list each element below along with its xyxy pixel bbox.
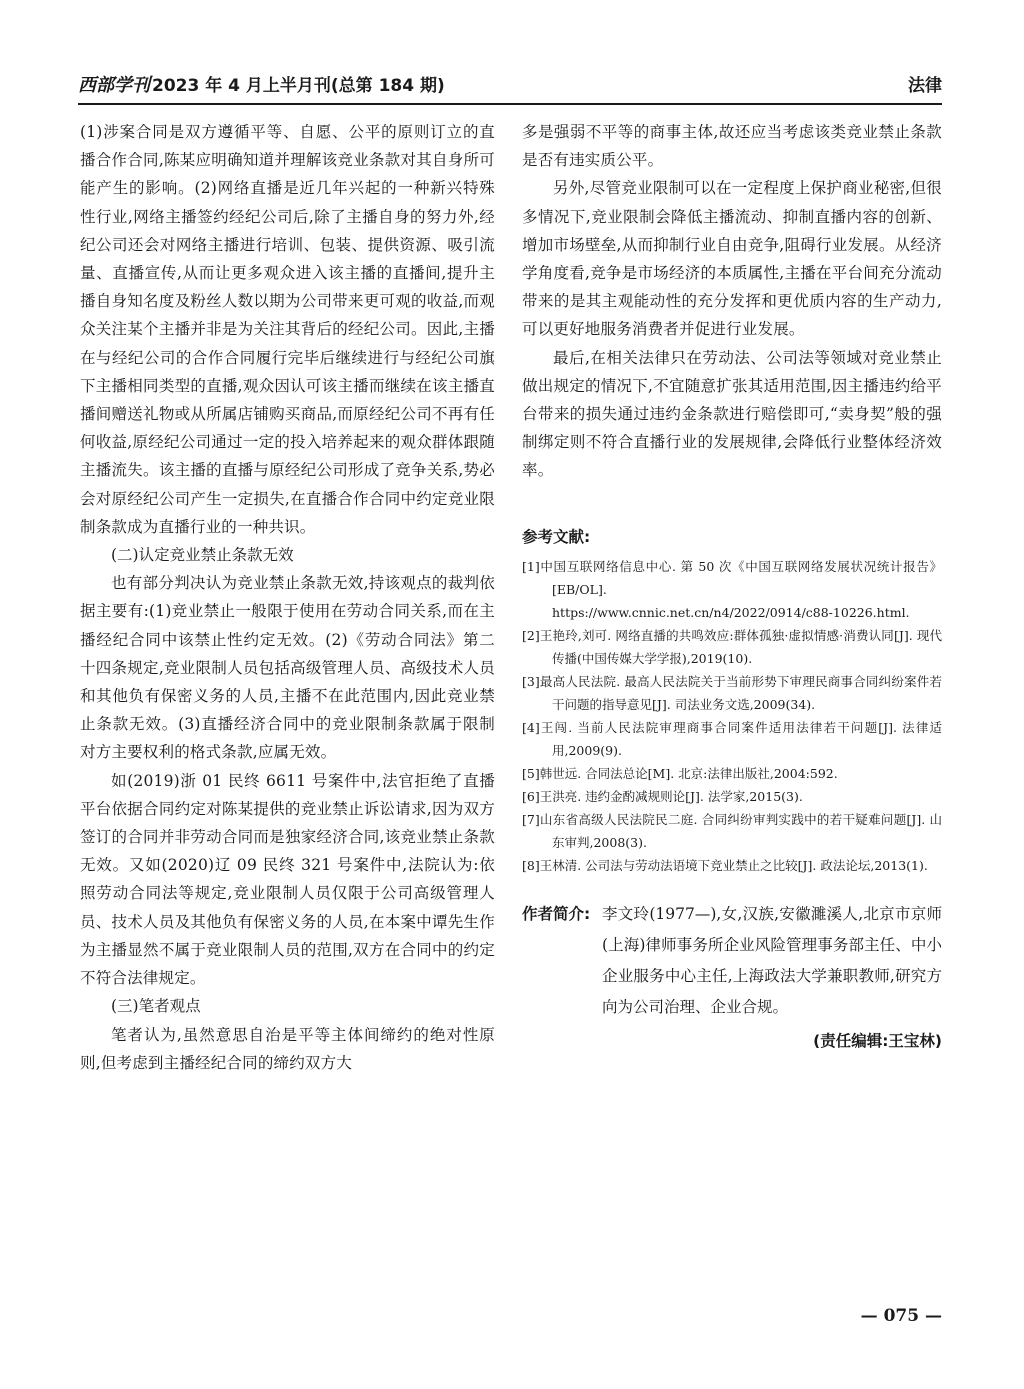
section-heading: (二)认定竞业禁止条款无效	[111, 546, 294, 565]
reference-item: [1]中国互联网络信息中心. 第 50 次《中国互联网络发展状况统计报告》[EB/OL].	[522, 558, 942, 597]
author-bio-label: 作者简介:	[522, 904, 591, 923]
reference-item: [2]王艳玲,刘可. 网络直播的共鸣效应:群体孤独·虚拟情感·消费认同[J]. 现代传播(中国传媒大学学报),2019(10).	[522, 627, 942, 666]
issue-label: 2023 年 4 月上半月刊(总第 184 期)	[152, 76, 445, 96]
body-paragraph: 如(2019)浙 01 民终 6611 号案件中,法官拒绝了直播平台依据合同约定对陈某提供的竞业禁止诉讼请求,因为双方签订的合同并非劳动合同而是独家经济合同,该竞业禁止条款无效。又如(2020)辽 09 民终 321 号案件中,法院认为:依照劳动合同法等规定,竞业限制人员仅限于公司高级管理人员、技术人员及其他负有保密义务的人员,在本案中谭先生作为主播显然不属于竞业限制人员的范围,双方在合同中的约定不符合法律规定。	[80, 771, 495, 988]
responsible-editor: (责任编辑:王宝林)	[813, 1031, 942, 1050]
body-paragraph: 最后,在相关法律只在劳动法、公司法等领域对竞业禁止做出规定的情况下,不宜随意扩张其适用范围,因主播违约给平台带来的损失通过违约金条款进行赔偿即可,“卖身契”般的强制绑定则不符合直播行业的发展规律,会降低行业整体经济效率。	[522, 348, 942, 480]
section-label: 法律	[908, 76, 942, 96]
references-list	[522, 555, 942, 877]
section-heading: (三)笔者观点	[111, 997, 201, 1016]
body-paragraph: 另外,尽管竞业限制可以在一定程度上保护商业秘密,但很多情况下,竞业限制会降低主播流动、抑制直播内容的创新、增加市场壁垒,从而抑制行业自由竞争,阻碍行业发展。从经济学角度看,竞争是市场经济的本质属性,主播在平台间充分流动带来的是其主观能动性的充分发挥和更优质内容的生产动力,可以更好地服务消费者并促进行业发展。	[522, 179, 942, 339]
author-bio-text: 李文玲(1977—),女,汉族,安徽濉溪人,北京市京师(上海)律师事务所企业风险管理事务部主任、中小企业服务中心主任,上海政法大学兼职教师,研究方向为公司治理、企业合规。	[602, 904, 942, 1016]
page-number: — 075 —	[860, 1306, 942, 1326]
reference-item: [3]最高人民法院. 最高人民法院关于当前形势下审理民商事合同纠纷案件若干问题的指导意见[J]. 司法业务文选,2009(34).	[522, 673, 942, 712]
reference-item: [7]山东省高级人民法院民二庭. 合同纠纷审判实践中的若干疑难问题[J]. 山东审判,2008(3).	[522, 811, 942, 850]
body-paragraph: 多是强弱不平等的商事主体,故还应当考虑该类竞业禁止条款是否有违实质公平。	[522, 123, 942, 170]
body-paragraph: 笔者认为,虽然意思自治是平等主体间缔约的绝对性原则,但考虑到主播经纪合同的缔约双方大	[80, 1025, 495, 1072]
author-bio	[522, 899, 942, 1023]
reference-item: [8]王林清. 公司法与劳动法语境下竞业禁止之比较[J]. 政法论坛,2013(1).	[522, 857, 928, 873]
references-title: 参考文献:	[522, 527, 591, 546]
body-paragraph: (1)涉案合同是双方遵循平等、自愿、公平的原则订立的直播合作合同,陈某应明确知道并理解该竞业条款对其自身所可能产生的影响。(2)网络直播是近几年兴起的一种新兴特殊性行业,网络主播签约经纪公司后,除了主播自身的努力外,经纪公司还会对网络主播进行培训、包装、提供资源、吸引流量、直播宣传,从而让更多观众进入该主播的直播间,提升主播自身知名度及粉丝人数以期为公司带来更可观的收益,而观众关注某个主播并非是为关注其背后的经纪公司。因此,主播在与经纪公司的合作合同履行完毕后继续进行与经纪公司旗下主播相同类型的直播,观众因认可该主播而继续在该主播直播间赠送礼物或从所属店铺购买商品,而原经纪公司不再有任何收益,原经纪公司通过一定的投入培养起来的观众群体跟随主播流失。该主播的直播与原经纪公司形成了竞争关系,势必会对原经纪公司产生一定损失,在直播合作合同中约定竞业限制条款成为直播行业的一种共识。	[80, 123, 495, 536]
reference-item: [6]王洪亮. 违约金酌减规则论[J]. 法学家,2015(3).	[522, 788, 803, 804]
reference-item: [4]王闯. 当前人民法院审理商事合同案件适用法律若干问题[J]. 法律适用,2009(9).	[522, 719, 942, 758]
journal-logo: 西部学刊	[78, 75, 150, 96]
right-column	[522, 118, 942, 1051]
page-header	[78, 72, 942, 102]
journal-issue-line	[78, 72, 445, 100]
left-column	[80, 118, 495, 1077]
body-paragraph: 也有部分判决认为竞业禁止条款无效,持该观点的裁判依据主要有:(1)竞业禁止一般限于使用在劳动合同关系,而在主播经纪合同中该禁止性约定无效。(2)《劳动合同法》第二十四条规定,竞业限制人员包括高级管理人员、高级技术人员和其他负有保密义务的人员,主播不在此范围内,因此竞业禁止条款无效。(3)直播经济合同中的竞业限制条款属于限制对方主要权利的格式条款,应属无效。	[80, 574, 495, 762]
header-rule	[78, 103, 942, 105]
reference-url: https://www.cnnic.net.cn/n4/2022/0914/c88-10226.html.	[552, 604, 910, 620]
reference-item: [5]韩世远. 合同法总论[M]. 北京:法律出版社,2004:592.	[522, 765, 838, 781]
